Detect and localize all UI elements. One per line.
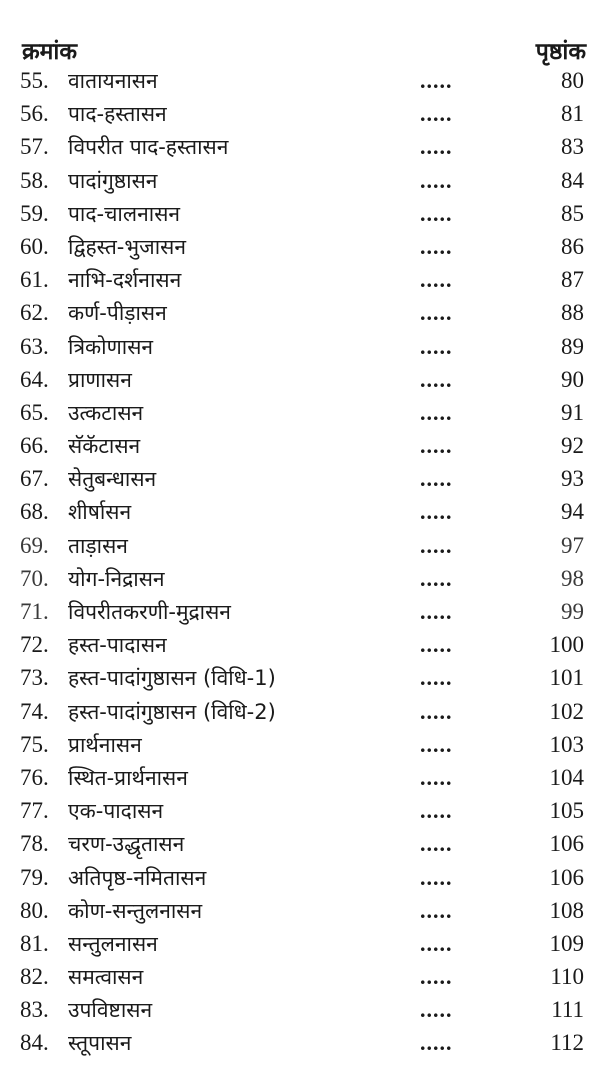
toc-entry bbox=[0, 697, 600, 730]
dot-leader: ..... bbox=[420, 101, 453, 127]
entry-title: एक-पादासन bbox=[68, 799, 164, 824]
entry-page-number: 92 bbox=[561, 433, 584, 459]
toc-entry bbox=[0, 929, 600, 962]
entry-title: पाद-हस्तासन bbox=[68, 102, 167, 127]
entry-title: कर्ण-पीड़ासन bbox=[68, 301, 167, 326]
toc-entry bbox=[0, 564, 600, 597]
dot-leader: ..... bbox=[420, 366, 453, 392]
toc-entry bbox=[0, 796, 600, 829]
entry-number: 81. bbox=[20, 930, 49, 956]
entry-title: हस्त-पादासन bbox=[68, 633, 167, 658]
entry-page-number: 106 bbox=[549, 831, 584, 857]
dot-leader: ..... bbox=[420, 798, 453, 824]
entry-page-number: 105 bbox=[549, 798, 584, 824]
dot-leader: ..... bbox=[420, 764, 453, 790]
entry-title: प्राणासन bbox=[68, 367, 132, 392]
entry-title: उपविष्टासन bbox=[68, 998, 153, 1023]
entry-title: सेतुबन्धासन bbox=[68, 467, 157, 492]
entry-page-number: 112 bbox=[550, 1030, 584, 1056]
entry-title: शीर्षासन bbox=[68, 500, 132, 525]
entry-page-number: 111 bbox=[551, 997, 584, 1023]
entry-page-number: 101 bbox=[549, 665, 584, 691]
entry-page-number: 109 bbox=[549, 930, 584, 956]
entry-number: 77. bbox=[20, 798, 49, 824]
entry-number: 62. bbox=[20, 300, 49, 326]
dot-leader: ..... bbox=[420, 632, 453, 658]
entry-page-number: 88 bbox=[561, 300, 584, 326]
toc-entry bbox=[0, 99, 600, 132]
toc-list bbox=[0, 66, 600, 1062]
entry-number: 78. bbox=[20, 831, 49, 857]
toc-entry bbox=[0, 166, 600, 199]
dot-leader: ..... bbox=[420, 300, 453, 326]
entry-title: अतिपृष्ठ-नमितासन bbox=[68, 865, 207, 890]
entry-number: 69. bbox=[20, 532, 49, 558]
entry-title: हस्त-पादांगुष्ठासन (विधि-1) bbox=[68, 666, 276, 691]
entry-page-number: 97 bbox=[561, 532, 584, 558]
toc-header bbox=[0, 34, 600, 66]
entry-title: सॅकॅटासन bbox=[68, 434, 141, 459]
toc-entry bbox=[0, 962, 600, 995]
entry-number: 63. bbox=[20, 333, 49, 359]
dot-leader: ..... bbox=[420, 433, 453, 459]
dot-leader: ..... bbox=[420, 698, 453, 724]
entry-number: 83. bbox=[20, 997, 49, 1023]
entry-page-number: 102 bbox=[549, 698, 584, 724]
entry-number: 70. bbox=[20, 565, 49, 591]
dot-leader: ..... bbox=[420, 665, 453, 691]
page-number-heading: पृष्ठांक bbox=[535, 39, 586, 65]
entry-number: 72. bbox=[20, 632, 49, 658]
toc-entry bbox=[0, 663, 600, 696]
entry-title: पादांगुष्ठासन bbox=[68, 168, 158, 193]
entry-number: 79. bbox=[20, 864, 49, 890]
entry-number: 67. bbox=[20, 466, 49, 492]
entry-title: विपरीत पाद-हस्तासन bbox=[68, 135, 229, 160]
entry-number: 58. bbox=[20, 167, 49, 193]
toc-entry bbox=[0, 730, 600, 763]
toc-entry bbox=[0, 199, 600, 232]
entry-title: विपरीतकरणी-मुद्रासन bbox=[68, 600, 231, 624]
entry-title: वातायनासन bbox=[68, 69, 158, 93]
entry-title: समत्वासन bbox=[68, 965, 144, 990]
entry-number: 56. bbox=[20, 101, 49, 127]
entry-title: द्विहस्त-भुजासन bbox=[68, 234, 187, 259]
dot-leader: ..... bbox=[420, 731, 453, 757]
entry-title: पाद-चालनासन bbox=[68, 201, 181, 226]
toc-entry bbox=[0, 232, 600, 265]
toc-entry bbox=[0, 332, 600, 365]
toc-entry bbox=[0, 365, 600, 398]
toc-entry bbox=[0, 1028, 600, 1061]
entry-page-number: 90 bbox=[561, 366, 584, 392]
entry-title: योग-निद्रासन bbox=[68, 566, 165, 591]
toc-entry bbox=[0, 431, 600, 464]
entry-number: 82. bbox=[20, 964, 49, 990]
toc-entry bbox=[0, 995, 600, 1028]
entry-page-number: 103 bbox=[549, 731, 584, 757]
entry-number: 55. bbox=[20, 68, 49, 93]
toc-entry bbox=[0, 597, 600, 630]
entry-title: कोण-सन्तुलनासन bbox=[68, 898, 203, 923]
toc-entry bbox=[0, 531, 600, 564]
entry-page-number: 81 bbox=[561, 101, 584, 127]
dot-leader: ..... bbox=[420, 267, 453, 293]
entry-page-number: 89 bbox=[561, 333, 584, 359]
dot-leader: ..... bbox=[420, 599, 453, 624]
toc-entry bbox=[0, 863, 600, 896]
entry-page-number: 87 bbox=[561, 267, 584, 293]
dot-leader: ..... bbox=[420, 499, 453, 525]
entry-page-number: 83 bbox=[561, 134, 584, 160]
toc-entry bbox=[0, 763, 600, 796]
dot-leader: ..... bbox=[420, 68, 453, 93]
dot-leader: ..... bbox=[420, 333, 453, 359]
entry-page-number: 94 bbox=[561, 499, 584, 525]
dot-leader: ..... bbox=[420, 1030, 453, 1056]
entry-number: 75. bbox=[20, 731, 49, 757]
entry-page-number: 104 bbox=[549, 764, 584, 790]
entry-number: 73. bbox=[20, 665, 49, 691]
entry-number: 68. bbox=[20, 499, 49, 525]
entry-title: प्रार्थनासन bbox=[68, 732, 142, 757]
entry-number: 71. bbox=[20, 599, 49, 624]
entry-page-number: 91 bbox=[561, 399, 584, 425]
entry-page-number: 106 bbox=[549, 864, 584, 890]
dot-leader: ..... bbox=[420, 897, 453, 923]
dot-leader: ..... bbox=[420, 167, 453, 193]
entry-number: 66. bbox=[20, 433, 49, 459]
dot-leader: ..... bbox=[420, 831, 453, 857]
entry-page-number: 110 bbox=[550, 964, 584, 990]
dot-leader: ..... bbox=[420, 134, 453, 160]
dot-leader: ..... bbox=[420, 930, 453, 956]
entry-title: ताड़ासन bbox=[68, 533, 128, 558]
entry-page-number: 100 bbox=[549, 632, 584, 658]
dot-leader: ..... bbox=[420, 864, 453, 890]
dot-leader: ..... bbox=[420, 466, 453, 492]
entry-number: 64. bbox=[20, 366, 49, 392]
entry-title: हस्त-पादांगुष्ठासन (विधि-2) bbox=[68, 699, 276, 724]
toc-entry bbox=[0, 630, 600, 663]
dot-leader: ..... bbox=[420, 200, 453, 226]
serial-number-heading: क्रमांक bbox=[22, 39, 78, 65]
entry-page-number: 98 bbox=[561, 565, 584, 591]
entry-number: 60. bbox=[20, 233, 49, 259]
entry-page-number: 80 bbox=[561, 68, 584, 93]
entry-number: 84. bbox=[20, 1030, 49, 1056]
entry-number: 76. bbox=[20, 764, 49, 790]
entry-number: 59. bbox=[20, 200, 49, 226]
entry-page-number: 86 bbox=[561, 233, 584, 259]
toc-entry bbox=[0, 829, 600, 862]
entry-page-number: 93 bbox=[561, 466, 584, 492]
entry-title: सन्तुलनासन bbox=[68, 931, 158, 956]
toc-entry bbox=[0, 896, 600, 929]
entry-number: 65. bbox=[20, 399, 49, 425]
entry-number: 80. bbox=[20, 897, 49, 923]
toc-entry bbox=[0, 398, 600, 431]
toc-entry bbox=[0, 464, 600, 497]
entry-number: 61. bbox=[20, 267, 49, 293]
dot-leader: ..... bbox=[420, 399, 453, 425]
entry-page-number: 99 bbox=[561, 599, 584, 624]
entry-number: 74. bbox=[20, 698, 49, 724]
entry-title: त्रिकोणासन bbox=[68, 334, 154, 359]
entry-title: चरण-उद्धृतासन bbox=[68, 832, 185, 857]
entry-page-number: 85 bbox=[561, 200, 584, 226]
toc-entry bbox=[0, 132, 600, 165]
entry-page-number: 84 bbox=[561, 167, 584, 193]
dot-leader: ..... bbox=[420, 964, 453, 990]
entry-title: स्तूपासन bbox=[68, 1031, 132, 1056]
dot-leader: ..... bbox=[420, 997, 453, 1023]
dot-leader: ..... bbox=[420, 565, 453, 591]
dot-leader: ..... bbox=[420, 532, 453, 558]
toc-entry bbox=[0, 497, 600, 530]
entry-title: स्थित-प्रार्थनासन bbox=[68, 765, 188, 790]
toc-entry bbox=[0, 298, 600, 331]
toc-entry bbox=[0, 66, 600, 99]
entry-title: नाभि-दर्शनासन bbox=[68, 268, 182, 293]
entry-title: उत्कटासन bbox=[68, 400, 144, 425]
entry-number: 57. bbox=[20, 134, 49, 160]
entry-page-number: 108 bbox=[549, 897, 584, 923]
dot-leader: ..... bbox=[420, 233, 453, 259]
toc-entry bbox=[0, 265, 600, 298]
